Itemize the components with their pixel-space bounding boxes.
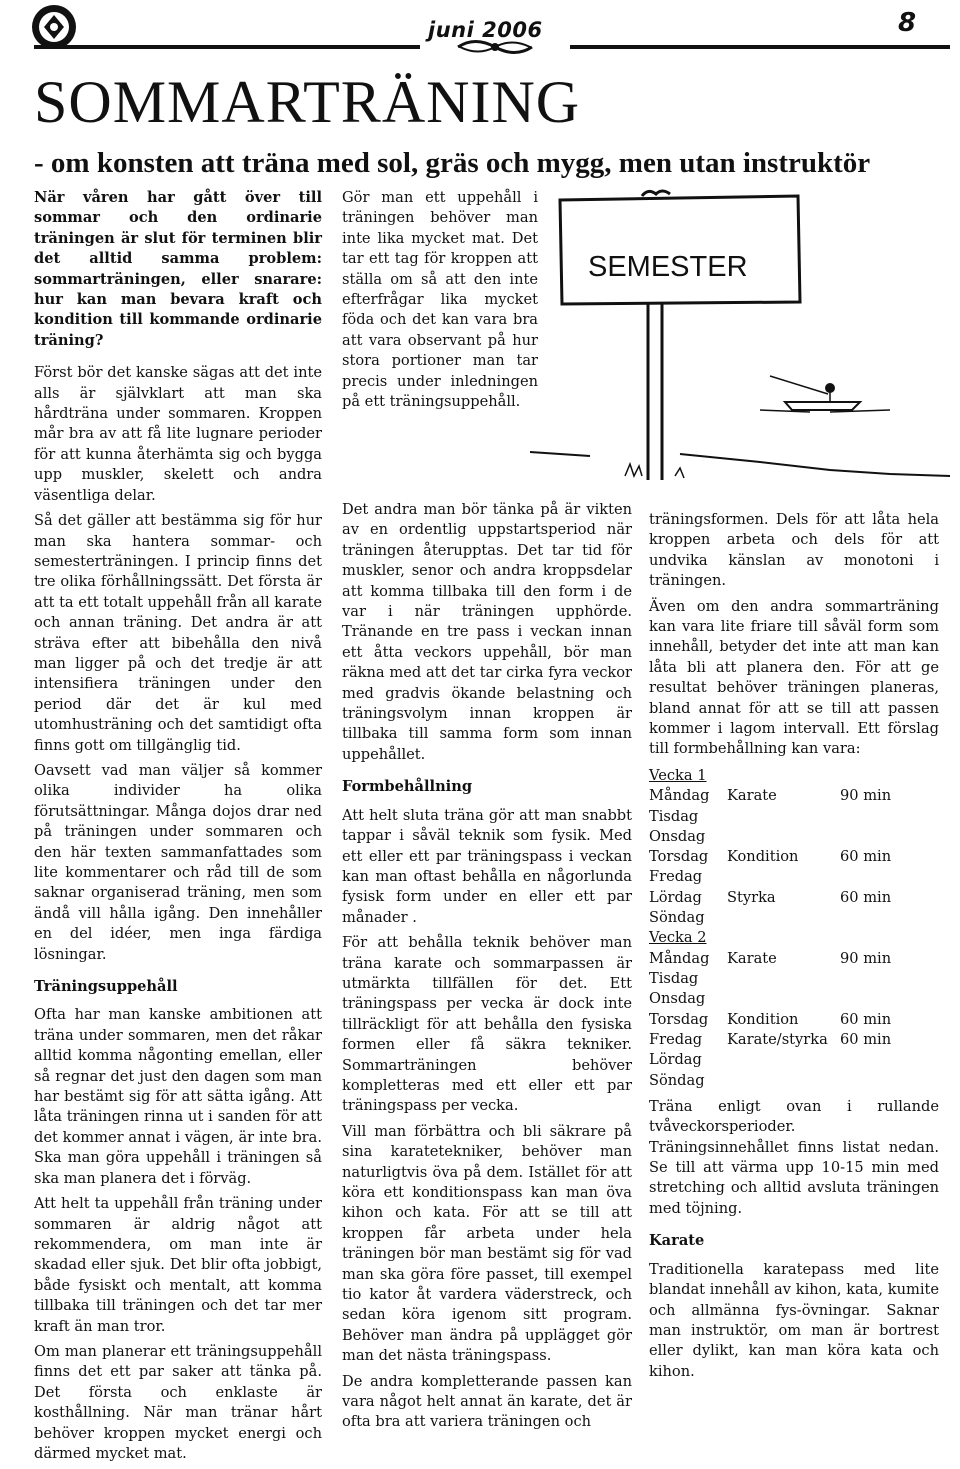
- schedule-row: [649, 786, 939, 806]
- day: Tisdag: [649, 970, 699, 988]
- activity: [727, 1050, 840, 1070]
- duration: 60 min: [840, 1030, 892, 1048]
- duration: 90 min: [840, 949, 892, 967]
- day: Lördag: [649, 888, 702, 906]
- day: Måndag: [649, 787, 710, 805]
- paragraph: träningsformen. Dels för att låta hela kroppen arbeta och dels för att undvika känslan av monotoni i träningen.: [649, 511, 939, 590]
- day: Lördag: [649, 1051, 702, 1069]
- paragraph: Även om den andra sommarträning kan vara lite friare till såväl form som innehåll, betyder det inte att man kan låta bli att planera den. För att ge resultat behöver träningen planeras, bland annat för att se till att passen kommer i lagom intervall. Ett förslag till formbehållning kan vara:: [649, 597, 939, 758]
- activity: [727, 807, 840, 827]
- paragraph: Det andra man bör tänka på är vikten av en ordentlig uppstartsperiod när träningen återupptas. Det tar tid för muskler, senor och andra kroppsdelar att komma tillbaka till den form i de var i när träningen upphörde. Tränande en tre pass i veckan innan ett åtta veckors uppehåll, bör man räkna med att det tar cirka fyra veckor med gradvis ökande belastning och träningsvolym innan kroppen är tillbaka till samma form som innan uppehållet.: [342, 501, 632, 763]
- day: Torsdag: [649, 848, 709, 866]
- issue-date: juni 2006: [428, 18, 543, 42]
- schedule-week: [649, 766, 939, 928]
- paragraph: Gör man ett uppehåll i träningen behöver man inte lika mycket mat. Det tar ett tag för kroppen att ställa om så att den inte efterfrågar lika mycket föda och det kan vara bra att vara observant på hur stora portioner man tar precis under inledningen på ett träningsuppehåll.: [342, 189, 538, 411]
- club-logo-icon: [30, 3, 78, 51]
- duration: 60 min: [840, 848, 892, 866]
- paragraph: Oavsett vad man väljer så kommer olika individer ha olika förutsättningar. Många dojos drar ned på träningen under sommaren och den här texten sammanfattades som lite kommentarer och råd till de som saknar organiserad träning, men som ändå vill hålla igång. Den innehåller en del idéer, men inga färdiga lösningar.: [34, 761, 322, 963]
- schedule-row: [649, 1071, 939, 1091]
- sign-text: SEMESTER: [588, 251, 748, 283]
- paragraph: De andra kompletterande passen kan vara något helt annat än karate, det är ofta bra att variera träningen och: [342, 1372, 632, 1431]
- activity: [727, 827, 840, 847]
- activity: [727, 989, 840, 1009]
- schedule-row: [649, 1030, 939, 1050]
- article-title: SOMMARTRÄNING: [34, 69, 581, 135]
- day: Söndag: [649, 909, 705, 927]
- activity: Karate: [727, 787, 777, 805]
- paragraph: Ofta har man kanske ambitionen att träna under sommaren, men det råkar alltid komma någonting emellan, eller så regnar det just den dagen som man har bestämt sig för att sätta igång. Att låta träningen rinna ut i sanden för att det kommer annat i vägen, är inte bra. Ska man göra uppehåll i träningen så ska man planera det i förväg.: [34, 1006, 322, 1187]
- column-3: [649, 510, 939, 1387]
- paragraph: Träna enligt ovan i rullande tvåveckorsperioder. Träningsinnehållet finns listat nedan. Se till att värma upp 10-15 min med stretching och alltid avsluta träningen med töjning.: [649, 1097, 939, 1217]
- schedule-row: [649, 1010, 939, 1030]
- duration: 90 min: [840, 787, 892, 805]
- paragraph: Om man planerar ett träningsuppehåll finns det ett par saker att tänka på. Det första och enklaste är kosthållning. När man tränar hårt behöver kroppen mycket energi och därmed mycket mat.: [34, 1342, 322, 1462]
- activity: Kondition: [727, 848, 799, 866]
- activity: Kondition: [727, 1010, 799, 1028]
- schedule-row: [649, 969, 939, 989]
- paragraph: Först bör det kanske sägas att det inte alls är självklart att man ska hårdträna under sommaren. Kroppen mår bra av att få lite lugnare perioder för att kunna återhämta sig och bygga upp muskler, skelett och andra väsentliga delar.: [34, 364, 322, 504]
- schedule-row: [649, 908, 939, 928]
- schedule-row: [649, 827, 939, 847]
- paragraph: Att helt sluta träna gör att man snabbt tappar i såväl teknik som fysik. Med ett eller ett par träningspass i veckan kan man oftast behålla en någorlunda fysisk form under en eller ett par månader .: [342, 806, 632, 926]
- section-heading: Formbehållning: [342, 778, 473, 796]
- activity: [727, 867, 840, 887]
- column-2: [342, 500, 632, 1438]
- section-heading: Träningsuppehåll: [34, 978, 178, 996]
- page-number: 8: [898, 8, 917, 38]
- schedule-row: [649, 867, 939, 887]
- column-1: [34, 188, 322, 1469]
- activity: [727, 969, 840, 989]
- paragraph: Traditionella karatepass med lite blandat innehåll av kihon, kata, kumite och allmänna fys-övningar. Saknar man instruktör, om man är bortrest eller dylikt, kan man köra kata och kihon.: [649, 1260, 939, 1380]
- duration: 60 min: [840, 888, 892, 906]
- activity: [727, 1071, 840, 1091]
- schedule-row: [649, 807, 939, 827]
- day: Tisdag: [649, 807, 699, 825]
- schedule-row: [649, 949, 939, 969]
- week-label: Vecka 2: [649, 929, 707, 947]
- schedule-row: [649, 847, 939, 867]
- paragraph: Vill man förbättra och bli säkrare på sina karatetekniker, behöver man naturligtvis öva på dem. Istället för att köra ett konditionspass kan man öva kihon och kata. För att se till att kroppen får arbeta under hela träningen bör man bestämt sig för vad man ska göra före passet, till exempel tio kator åt vardera väderstreck, och sedan köra igenom sitt program. Behöver man ändra på upplägget gör man det nästa träningspass.: [342, 1122, 632, 1365]
- paragraph: Att helt ta uppehåll från träning under sommaren är aldrig något att rekommendera, om man inte är skadad eller sjuk. Det blir ofta jobbigt, både fysiskt och mentalt, att komma tillbaka till träningen och det tar mer kraft än man tror.: [34, 1195, 322, 1335]
- activity: Karate/styrka: [727, 1030, 828, 1048]
- paragraph: För att behålla teknik behöver man träna karate och sommarpassen är utmärkta tillfällen för det. Ett träningspass per vecka är dock inte tillräckligt för att behålla den fysiska formen eller få säkra tekniker. Sommarträningen behöver kompletteras med ett eller ett par träningspass per vecka.: [342, 934, 632, 1115]
- day: Onsdag: [649, 990, 706, 1008]
- schedule-week: [649, 928, 939, 1090]
- day: Fredag: [649, 868, 703, 886]
- day: Onsdag: [649, 827, 706, 845]
- activity: [727, 908, 840, 928]
- schedule-row: [649, 1050, 939, 1070]
- semester-sign-illustration: [530, 180, 960, 490]
- day: Måndag: [649, 949, 710, 967]
- activity: Styrka: [727, 888, 776, 906]
- column-2-top: [342, 188, 538, 417]
- paragraph: Så det gäller att bestämma sig för hur man ska hantera sommar- och semesterträningen. I princip finns det tre olika förhållningssätt. Det första är att ta ett totalt uppehåll från all karate och annan träning. Det andra är att sträva efter att bibehålla den nivå man ligger på och det tredje är att intensifiera träningen under den period där det är kul med utomhusträning och det samtidigt ofta finns gott om tillgänglig tid.: [34, 512, 322, 754]
- article-subtitle: - om konsten att träna med sol, gräs och mygg, men utan instruktör: [34, 147, 871, 179]
- schedule-row: [649, 888, 939, 908]
- lead-paragraph: När våren har gått över till sommar och den ordinarie träningen är slut för terminen blir det alltid samma problem: sommarträningen, eller snarare: hur kan man bevara kraft och kondition till kommande ordinarie träning?: [34, 189, 322, 349]
- day: Torsdag: [649, 1010, 709, 1028]
- section-heading: Karate: [649, 1232, 705, 1250]
- activity: Karate: [727, 949, 777, 967]
- week-label: Vecka 1: [649, 766, 707, 784]
- duration: 60 min: [840, 1010, 892, 1028]
- day: Söndag: [649, 1071, 705, 1089]
- schedule-row: [649, 989, 939, 1009]
- day: Fredag: [649, 1030, 703, 1048]
